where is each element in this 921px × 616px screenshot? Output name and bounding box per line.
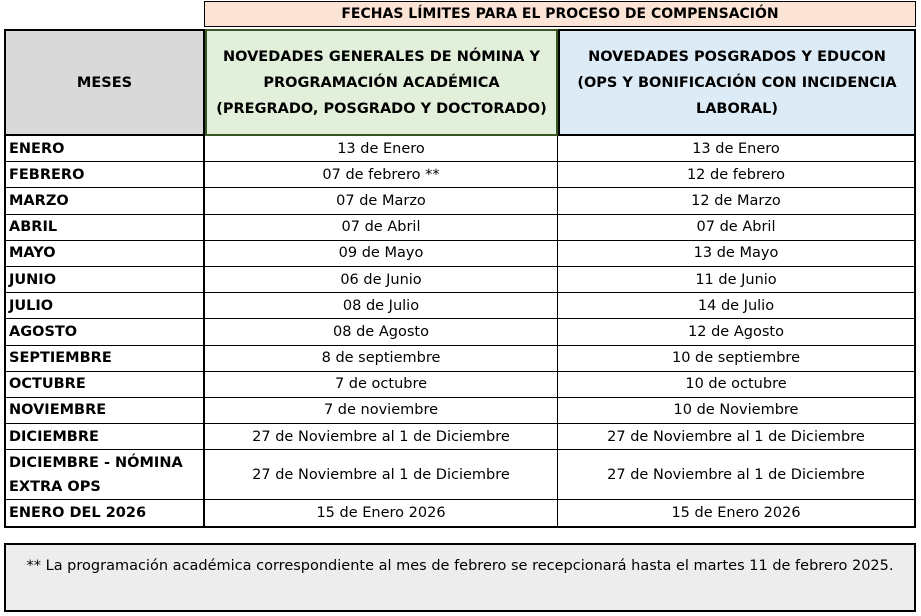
- general-date-cell: 07 de Abril: [205, 215, 558, 240]
- table-row: [6, 372, 914, 398]
- general-date-cell: 09 de Mayo: [205, 241, 558, 266]
- header-posgrados-novelties: NOVEDADES POSGRADOS Y EDUCON (OPS Y BONIFICACIÓN CON INCIDENCIA LABORAL): [558, 29, 916, 136]
- month-cell: ABRIL: [6, 215, 205, 240]
- month-cell: DICIEMBRE: [6, 424, 205, 449]
- posgrados-date-cell: 12 de Agosto: [688, 323, 784, 340]
- posgrados-date-cell: 14 de Julio: [697, 297, 775, 314]
- table-row: [6, 215, 914, 241]
- month-cell: MARZO: [6, 188, 205, 213]
- general-date-cell: 27 de Noviembre al 1 de Diciembre: [205, 424, 558, 449]
- table-row: [6, 162, 914, 188]
- general-date-cell: 7 de noviembre: [205, 398, 558, 423]
- month-cell: JULIO: [6, 293, 205, 318]
- table-row: [6, 398, 914, 424]
- general-date-cell: 08 de Agosto: [205, 319, 558, 344]
- general-date-cell: 8 de septiembre: [205, 346, 558, 371]
- month-cell: NOVIEMBRE: [6, 398, 205, 423]
- table-row: [6, 241, 914, 267]
- posgrados-date-cell: 27 de Noviembre al 1 de Diciembre: [607, 466, 865, 483]
- posgrados-date-cell: 10 de Noviembre: [673, 402, 799, 419]
- posgrados-date-cell: 12 de Marzo: [691, 192, 781, 209]
- general-date-cell: 08 de Julio: [205, 293, 558, 318]
- posgrados-date-cell: 11 de Junio: [695, 271, 777, 288]
- month-cell: OCTUBRE: [6, 372, 205, 397]
- posgrados-date-cell: 12 de febrero: [686, 166, 786, 183]
- footnote: ** La programación académica correspondiente al mes de febrero se recepcionará hasta el martes 11 de febrero 2025.: [4, 543, 916, 612]
- general-date-cell: 06 de Junio: [205, 267, 558, 292]
- general-date-cell: 7 de octubre: [205, 372, 558, 397]
- table-row: [6, 450, 914, 500]
- general-date-cell: 27 de Noviembre al 1 de Diciembre: [205, 450, 558, 499]
- deadline-rows: [4, 136, 916, 528]
- table-row: [6, 500, 914, 526]
- posgrados-date-cell: 07 de Abril: [696, 219, 776, 236]
- month-cell: JUNIO: [6, 267, 205, 292]
- table-row: [6, 319, 914, 345]
- posgrados-date-cell: 13 de Enero: [692, 140, 780, 157]
- month-cell: ENERO DEL 2026: [6, 500, 205, 526]
- posgrados-date-cell: 10 de septiembre: [671, 350, 800, 367]
- header-months: MESES: [4, 29, 205, 136]
- table-row: [6, 293, 914, 319]
- table-row: [6, 188, 914, 214]
- posgrados-date-cell: 15 de Enero 2026: [671, 505, 801, 522]
- posgrados-date-cell: 13 de Mayo: [693, 245, 779, 262]
- table-row: [6, 424, 914, 450]
- table-row: [6, 136, 914, 162]
- month-cell: FEBRERO: [6, 162, 205, 187]
- general-date-cell: 07 de febrero **: [205, 162, 558, 187]
- general-date-cell: 07 de Marzo: [205, 188, 558, 213]
- month-cell: MAYO: [6, 241, 205, 266]
- table-title: FECHAS LÍMITES PARA EL PROCESO DE COMPENSACIÓN: [204, 1, 916, 27]
- table-row: [6, 346, 914, 372]
- month-cell: DICIEMBRE - NÓMINA EXTRA OPS: [6, 450, 205, 499]
- month-cell: AGOSTO: [6, 319, 205, 344]
- posgrados-date-cell: 10 de octubre: [685, 376, 787, 393]
- general-date-cell: 13 de Enero: [205, 136, 558, 161]
- table-row: [6, 267, 914, 293]
- posgrados-date-cell: 27 de Noviembre al 1 de Diciembre: [607, 428, 865, 445]
- month-cell: ENERO: [6, 136, 205, 161]
- header-general-novelties: NOVEDADES GENERALES DE NÓMINA Y PROGRAMACIÓN ACADÉMICA (PREGRADO, POSGRADO Y DOCTORADO): [205, 29, 558, 136]
- general-date-cell: 15 de Enero 2026: [205, 500, 558, 526]
- month-cell: SEPTIEMBRE: [6, 346, 205, 371]
